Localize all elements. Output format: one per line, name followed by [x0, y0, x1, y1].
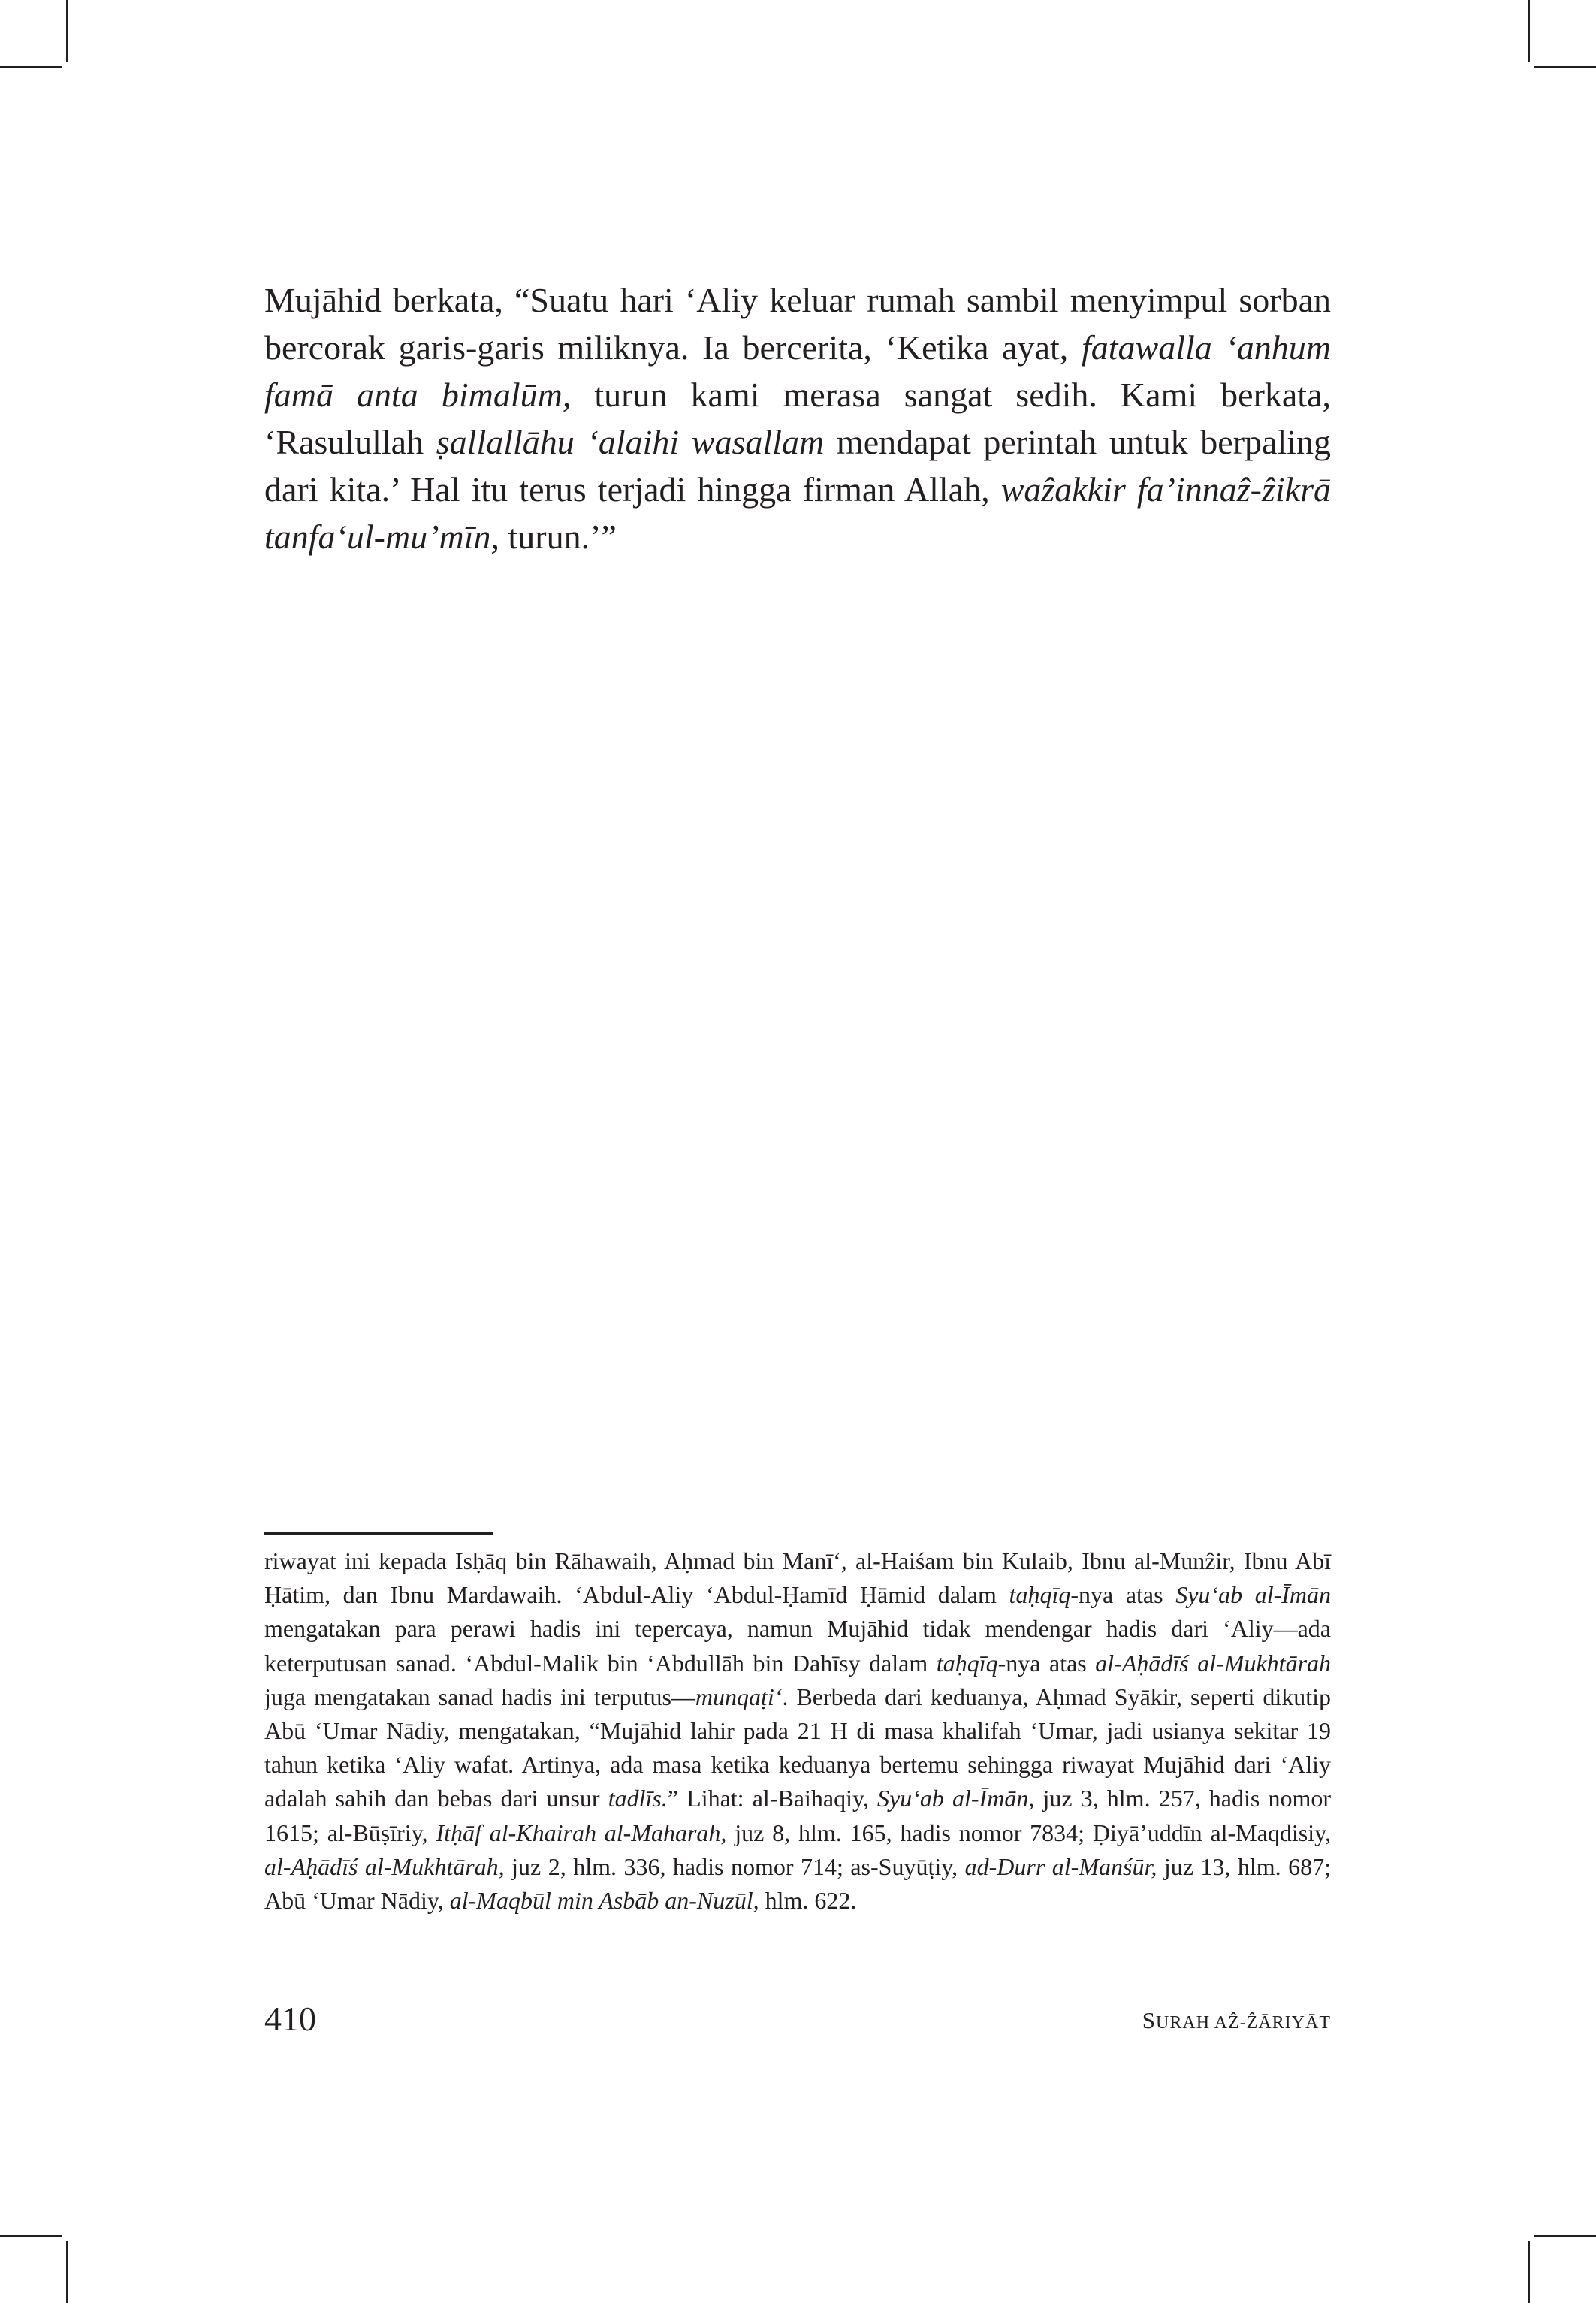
- text-run: ” Lihat: al-Baihaqiy,: [667, 1785, 878, 1813]
- text-run: . Berbeda dari keduanya, Aḥmad Syākir, seperti dikutip Abū ‘Umar Nādiy, mengatakan, “Mujāhid lahir pada 21 H di masa khalifah ‘Umar, jadi usianya sekitar 19 tahun ketika ‘Aliy wafat. Artinya, ada masa ketika keduanya bertemu sehingga riwayat Mujāhid dari ‘Aliy adalah sahih dan bebas dari unsur: [264, 1683, 1332, 1813]
- text-run: turun.’”: [499, 518, 617, 556]
- text-run: juz 8, hlm. 165, hadis nomor 7834; Ḍiyā’uddīn al-Maqdisiy,: [726, 1819, 1332, 1846]
- text-run: mendapat perintah untuk berpaling dari kita.’ Hal itu terus terjadi hingga firman Allah,: [264, 423, 1332, 509]
- text-run: mengatakan para perawi hadis ini tepercaya, namun Mujāhid tidak mendengar hadis dari ‘Aliy—ada keterputusan sanad. ‘Abdul-Malik bin ‘Abdullāh bin Dahīsy dalam: [264, 1615, 1331, 1677]
- italic-text: al-Maqbūl min Asbāb an-Nuzūl,: [449, 1887, 759, 1915]
- text-run: juz 13, hlm. 687; Abū ‘Umar Nādiy,: [264, 1852, 1332, 1915]
- main-paragraph: [264, 276, 1331, 560]
- running-head-rest: URAH AẐ-ẐĀRIYĀT: [1156, 2013, 1331, 2033]
- text-run: juz 3, hlm. 257, hadis nomor 1615; al-Būṣīriy,: [264, 1785, 1332, 1846]
- running-head: [1142, 2004, 1331, 2039]
- italic-text: al-Aḥādīś al-Mukhtārah: [1095, 1649, 1332, 1677]
- text-run: hlm. 622.: [759, 1887, 857, 1915]
- page-number: 410: [264, 2000, 316, 2038]
- text-run: -nya atas: [1070, 1581, 1176, 1609]
- text-run: -nya atas: [997, 1649, 1096, 1677]
- crop-mark: [0, 2235, 62, 2237]
- italic-text: waẑakkir fa’innaẑ-ẑikrā tanfa‘ul-mu’mīn,: [264, 470, 1331, 556]
- text-run: Mujāhid berkata, “Suatu hari ‘Aliy keluar rumah sambil menyimpul sorban bercorak garis-garis miliknya. Ia bercerita, ‘Ketika ayat,: [264, 281, 1331, 367]
- running-head-initial: S: [1142, 2007, 1157, 2033]
- italic-text: tadlīs.: [608, 1785, 668, 1813]
- text-run: juga mengatakan sanad hadis ini terputus—: [264, 1683, 695, 1710]
- italic-text: al-Aḥādīś al-Mukhtārah,: [264, 1852, 505, 1880]
- crop-mark: [1528, 2241, 1530, 2303]
- italic-text: Syu‘ab al-Īmān: [1175, 1581, 1332, 1609]
- body-text: [264, 276, 1331, 560]
- crop-mark: [1534, 66, 1596, 68]
- footnote-separator: [264, 1532, 493, 1535]
- crop-mark: [1534, 2235, 1596, 2237]
- crop-mark: [66, 0, 68, 62]
- italic-text: munqaṭi‘: [695, 1683, 783, 1710]
- italic-text: fatawalla ‘anhum famā anta bimalūm,: [264, 328, 1332, 414]
- crop-mark: [66, 2241, 68, 2303]
- crop-mark: [0, 66, 62, 68]
- text-run: juz 2, hlm. 336, hadis nomor 714; as-Suyūṭiy,: [504, 1852, 965, 1880]
- footnote-paragraph: [264, 1544, 1331, 1918]
- text-run: turun kami merasa sangat sedih. Kami berkata, ‘Rasulullah: [264, 376, 1332, 461]
- italic-text: ad-Durr al-Manśūr,: [964, 1852, 1157, 1880]
- italic-text: Syu‘ab al-Īmān,: [877, 1785, 1035, 1813]
- italic-text: taḥqīq: [1009, 1581, 1071, 1609]
- footnote: [264, 1544, 1331, 1918]
- italic-text: Itḥāf al-Khairah al-Maharah,: [436, 1819, 727, 1846]
- italic-text: ṣallallāhu ‘alaihi wasallam: [436, 423, 825, 461]
- crop-mark: [1528, 0, 1530, 62]
- text-run: riwayat ini kepada Isḥāq bin Rāhawaih, Aḥmad bin Manī‘, al-Haiśam bin Kulaib, Ibnu al-Munẑir, Ibnu Abī Ḥātim, dan Ibnu Mardawaih. ‘Abdul-Aliy ‘Abdul-Ḥamīd Ḥāmid dalam: [264, 1547, 1331, 1609]
- italic-text: taḥqīq: [936, 1649, 998, 1677]
